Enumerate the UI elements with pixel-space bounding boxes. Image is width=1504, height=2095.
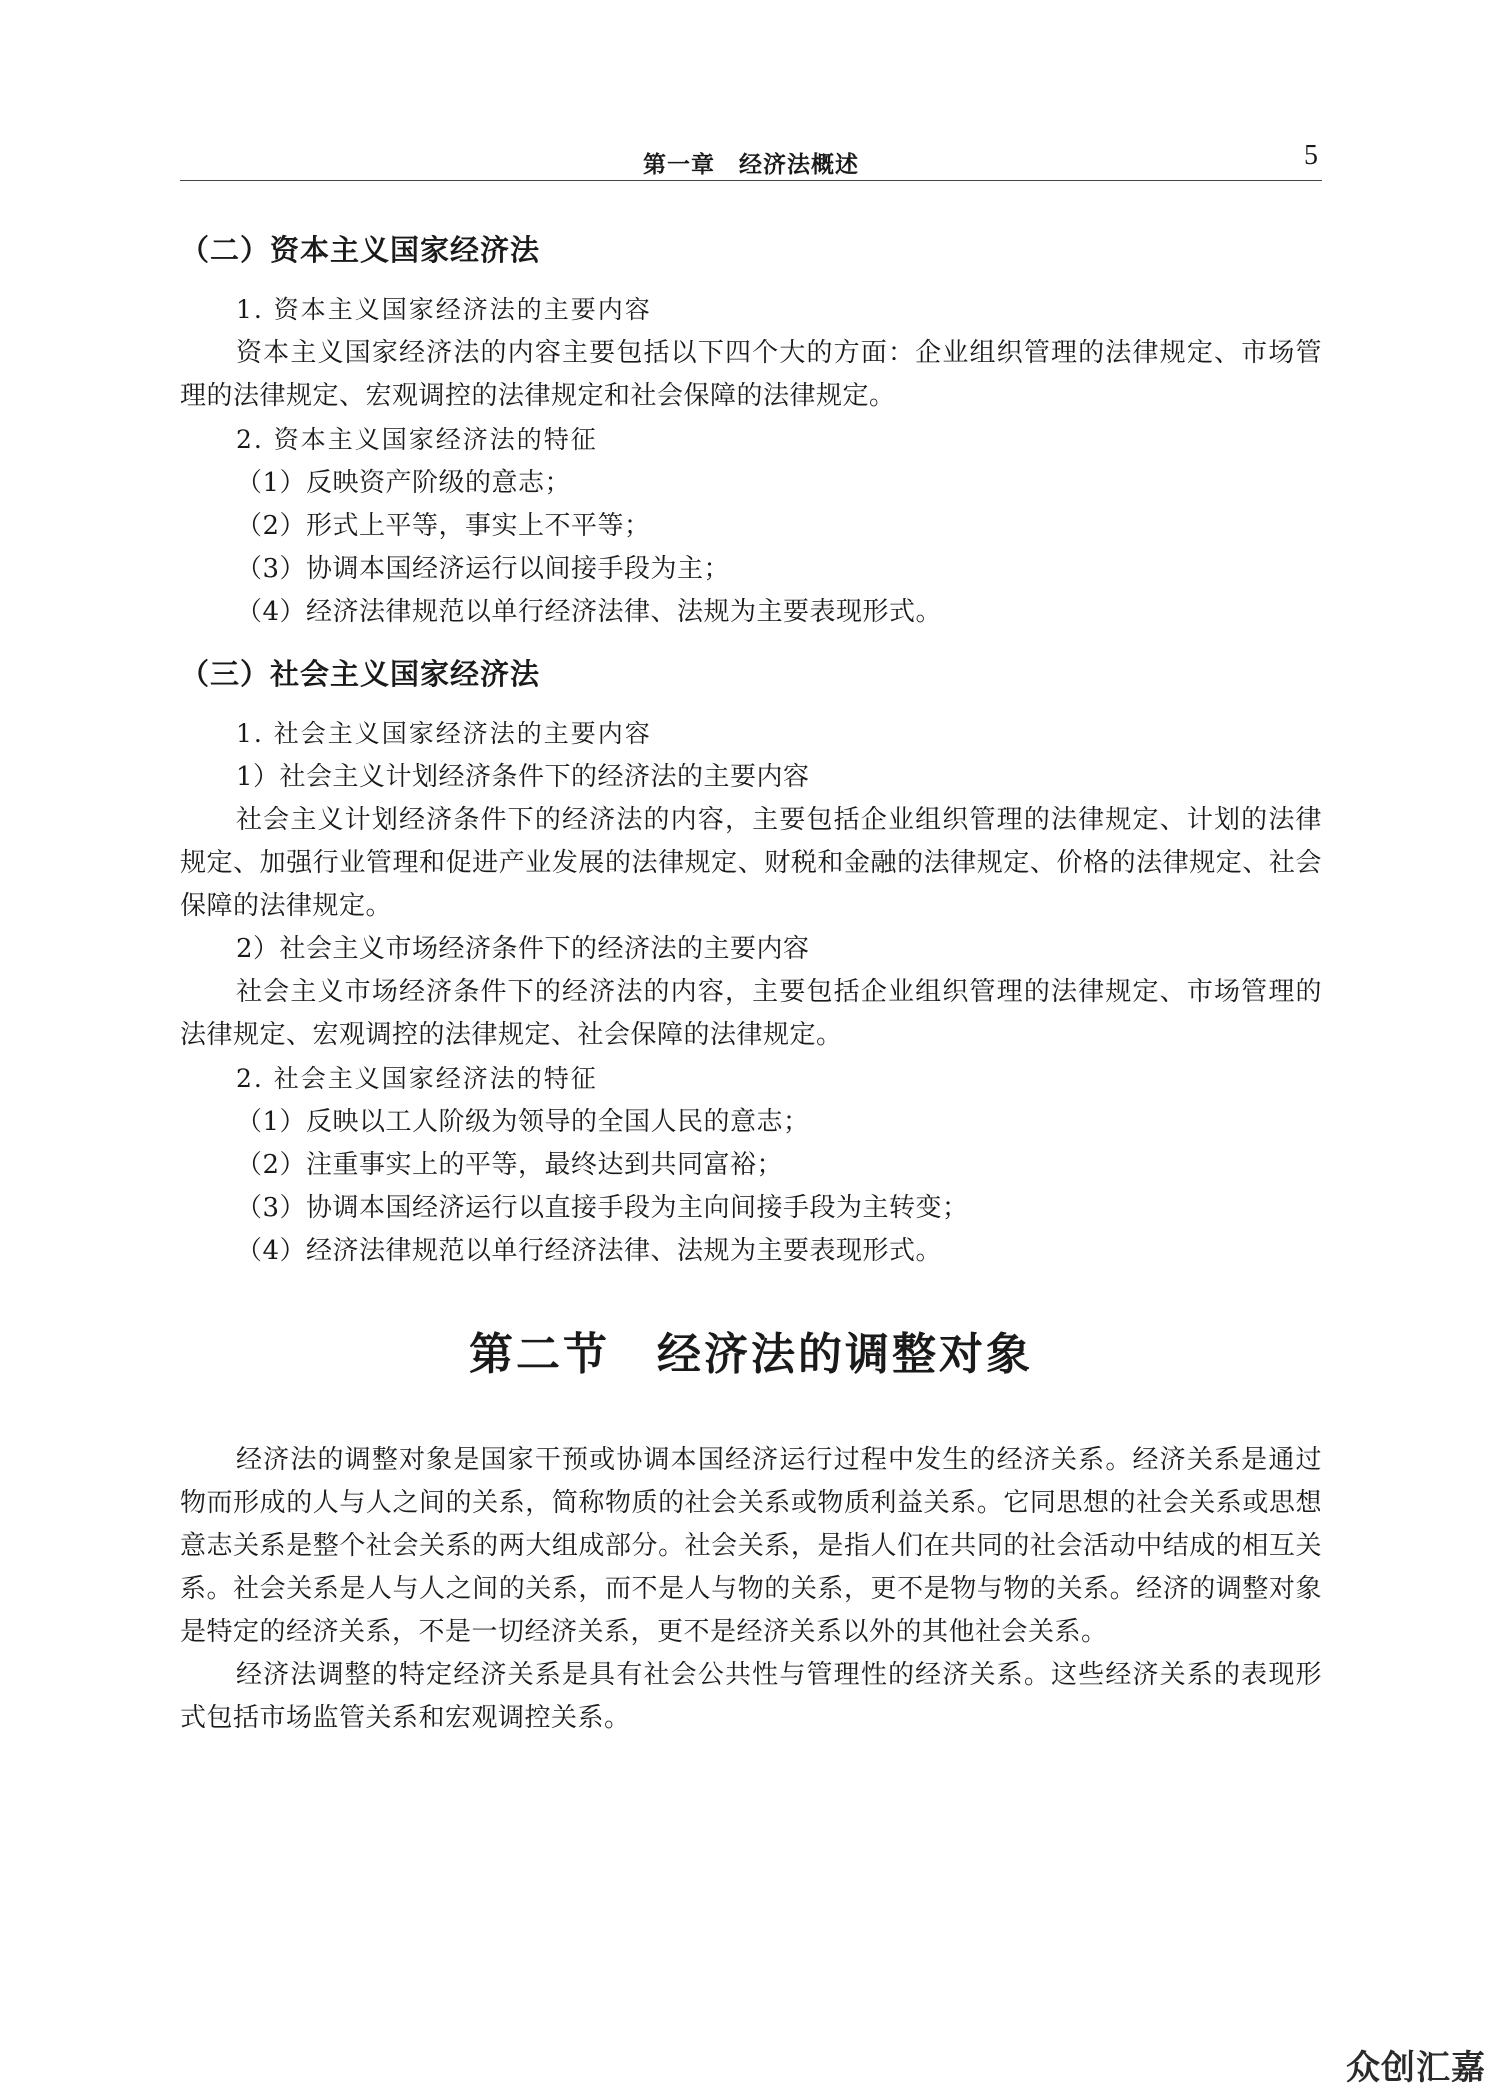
list-item: （4）经济法律规范以单行经济法律、法规为主要表现形式。 xyxy=(236,597,943,627)
subheading-capitalist-content: 1. 资本主义国家经济法的主要内容 xyxy=(236,295,652,324)
list-item: （1）反映以工人阶级为领导的全国人民的意志； xyxy=(236,1107,810,1137)
heading-socialist-economic-law: （三）社会主义国家经济法 xyxy=(180,657,541,691)
list-item: （4）经济法律规范以单行经济法律、法规为主要表现形式。 xyxy=(236,1236,943,1266)
paragraph-market-economy: 社会主义市场经济条件下的经济法的内容，主要包括企业组织管理的法律规定、市场管理的法律规定、宏观调控的法律规定、社会保障的法律规定。 xyxy=(180,977,1322,1050)
paragraph-adjustment-object: 经济法的调整对象是国家干预或协调本国经济运行过程中发生的经济关系。经济关系是通过物而形成的人与人之间的关系，简称物质的社会关系或物质利益关系。它同思想的社会关系或思想意志关系是整个社会关系的两大组成部分。社会关系，是指人们在共同的社会活动中结成的相互关系。社会关系是人与人之间的关系，而不是人与物的关系，更不是物与物的关系。经济的调整对象是特定的经济关系，不是一切经济关系，更不是经济关系以外的其他社会关系。 xyxy=(180,1445,1322,1647)
page-content xyxy=(180,228,1322,1740)
paragraph-capitalist-content: 资本主义国家经济法的内容主要包括以下四个大的方面：企业组织管理的法律规定、市场管理的法律规定、宏观调控的法律规定和社会保障的法律规定。 xyxy=(180,338,1322,411)
watermark-logo: 众创汇嘉 xyxy=(1346,2048,1486,2088)
running-title: 第一章 经济法概述 xyxy=(643,152,859,178)
subheading-capitalist-features: 2. 资本主义国家经济法的特征 xyxy=(236,425,598,454)
paragraph-planned-economy: 社会主义计划经济条件下的经济法的内容，主要包括企业组织管理的法律规定、计划的法律规定、加强行业管理和促进产业发展的法律规定、财税和金融的法律规定、价格的法律规定、社会保障的法律规定。 xyxy=(180,805,1322,921)
subheading-socialist-content: 1. 社会主义国家经济法的主要内容 xyxy=(236,719,652,748)
running-header xyxy=(180,140,1322,181)
subheading-socialist-features: 2. 社会主义国家经济法的特征 xyxy=(236,1064,598,1093)
list-item: （2）注重事实上的平等，最终达到共同富裕； xyxy=(236,1150,784,1180)
page-number: 5 xyxy=(1304,140,1318,171)
list-item: （3）协调本国经济运行以间接手段为主； xyxy=(236,554,731,584)
section-title: 第二节 经济法的调整对象 xyxy=(469,1329,1033,1380)
subheading-market-economy: 2）社会主义市场经济条件下的经济法的主要内容 xyxy=(236,934,810,964)
list-item: （3）协调本国经济运行以直接手段为主向间接手段为主转变； xyxy=(236,1193,969,1223)
paragraph-specific-relations: 经济法调整的特定经济关系是具有社会公共性与管理性的经济关系。这些经济关系的表现形式包括市场监管关系和宏观调控关系。 xyxy=(180,1660,1322,1733)
list-item: （1）反映资产阶级的意志； xyxy=(236,468,572,498)
subheading-planned-economy: 1）社会主义计划经济条件下的经济法的主要内容 xyxy=(236,762,810,792)
heading-capitalist-economic-law: （二）资本主义国家经济法 xyxy=(180,233,541,267)
list-item: （2）形式上平等，事实上不平等； xyxy=(236,511,651,541)
